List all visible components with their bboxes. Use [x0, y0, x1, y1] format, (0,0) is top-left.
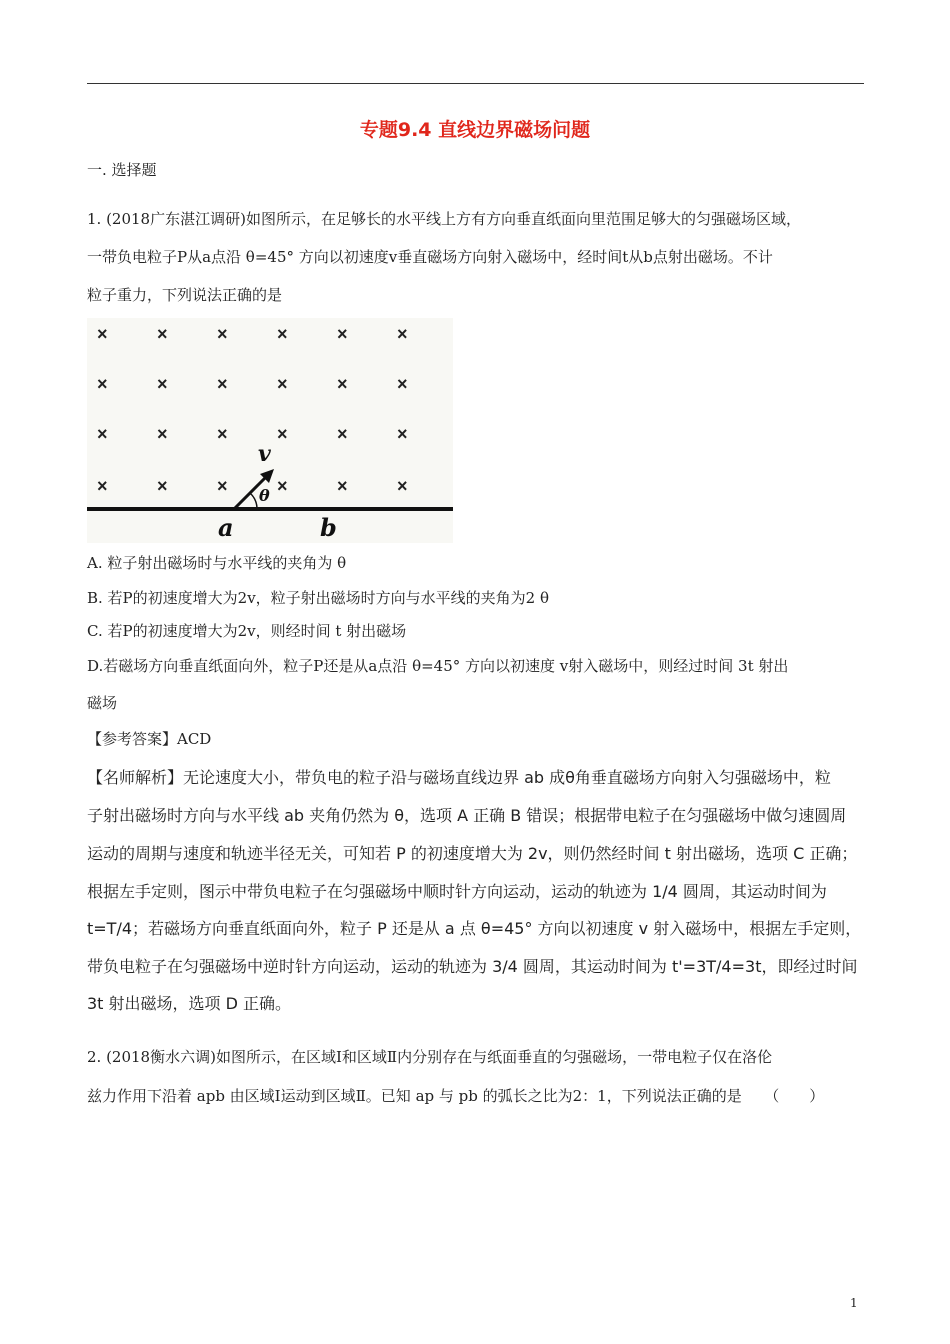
field-cross: × [157, 424, 168, 444]
field-cross: × [337, 476, 348, 496]
page-number: 1 [850, 1296, 858, 1310]
field-cross: × [217, 424, 228, 444]
analysis-line: 带负电粒子在匀强磁场中逆时针方向运动，运动的轨迹为 3/4 圆周，其运动时间为 t'=3T/4=3t，即经过时间 [87, 957, 858, 976]
analysis-line: 运动的周期与速度和轨迹半径无关，可知若 P 的初速度增大为 2v，则仍然经时间 t 射出磁场，选项 C 正确； [87, 844, 858, 863]
field-cross: × [217, 476, 228, 496]
magnetic-field-figure [87, 318, 453, 543]
q1-option-a: A. 粒子射出磁场时与水平线的夹角为 θ [87, 554, 347, 572]
header-rule [87, 83, 864, 84]
section-heading: 一. 选择题 [87, 161, 157, 179]
field-cross: × [97, 424, 108, 444]
q2-stem-line-1: 2. (2018衡水六调)如图所示，在区域Ⅰ和区域Ⅱ内分别存在与纸面垂直的匀强磁场，一带电粒子仅在洛伦 [87, 1048, 773, 1066]
field-cross: × [277, 324, 288, 344]
field-cross: × [397, 424, 408, 444]
q1-option-b: B. 若P的初速度增大为2v，粒子射出磁场时方向与水平线的夹角为2 θ [87, 589, 550, 607]
angle-arc [250, 493, 257, 508]
q1-stem-line-1: 1. (2018广东湛江调研)如图所示，在足够长的水平线上方有方向垂直纸面向里范围足够大的匀强磁场区域， [87, 210, 801, 228]
field-cross: × [397, 476, 408, 496]
page-title: 专题9.4 直线边界磁场问题 [359, 119, 591, 141]
q1-option-c: C. 若P的初速度增大为2v，则经时间 t 射出磁场 [87, 622, 407, 640]
field-cross: × [337, 374, 348, 394]
q2-stem-line-2: 兹力作用下沿着 apb 由区域Ⅰ运动到区域Ⅱ。已知 ap 与 pb 的弧长之比为2：1，下列说法正确的是 （ ） [87, 1087, 825, 1105]
label-a: a [218, 513, 234, 542]
analysis-line: 【名师解析】无论速度大小，带负电的粒子沿与磁场直线边界 ab 成θ角垂直磁场方向射入匀强磁场中，粒 [87, 768, 831, 787]
q1-option-d-line-2: 磁场 [87, 694, 118, 712]
field-cross: × [277, 424, 288, 444]
field-cross: × [397, 374, 408, 394]
field-cross: × [397, 324, 408, 344]
field-cross: × [277, 476, 288, 496]
q1-answer: 【参考答案】ACD [87, 730, 212, 748]
analysis-line: t=T/4；若磁场方向垂直纸面向外，粒子 P 还是从 a 点 θ=45° 方向以初速度 v 射入磁场中，根据左手定则， [87, 919, 862, 938]
q1-option-d-line-1: D.若磁场方向垂直纸面向外，粒子P还是从a点沿 θ=45° 方向以初速度 v射入磁场中，则经过时间 3t 射出 [87, 657, 789, 675]
field-cross: × [157, 476, 168, 496]
field-cross: × [97, 324, 108, 344]
field-cross: × [337, 424, 348, 444]
label-b: b [320, 513, 337, 542]
field-cross: × [97, 476, 108, 496]
field-cross: × [277, 374, 288, 394]
label-v: v [258, 441, 271, 467]
q1-stem-line-3: 粒子重力，下列说法正确的是 [87, 286, 283, 304]
field-cross: × [157, 324, 168, 344]
analysis-line: 子射出磁场时方向与水平线 ab 夹角仍然为 θ，选项 A 正确 B 错误；根据带电粒子在匀强磁场中做匀速圆周 [87, 806, 847, 825]
field-cross: × [337, 324, 348, 344]
field-cross: × [217, 374, 228, 394]
analysis-line: 3t 射出磁场，选项 D 正确。 [87, 994, 292, 1013]
field-diagram [87, 318, 453, 543]
q1-stem-line-2: 一带负电粒子P从a点沿 θ=45° 方向以初速度v垂直磁场方向射入磁场中，经时间t从b点射出磁场。不计 [87, 248, 773, 266]
analysis-line: 根据左手定则，图示中带负电粒子在匀强磁场中顺时针方向运动，运动的轨迹为 1/4 圆周，其运动时间为 [87, 882, 827, 901]
field-cross: × [217, 324, 228, 344]
field-cross: × [97, 374, 108, 394]
label-theta: θ [259, 486, 270, 505]
field-cross: × [157, 374, 168, 394]
